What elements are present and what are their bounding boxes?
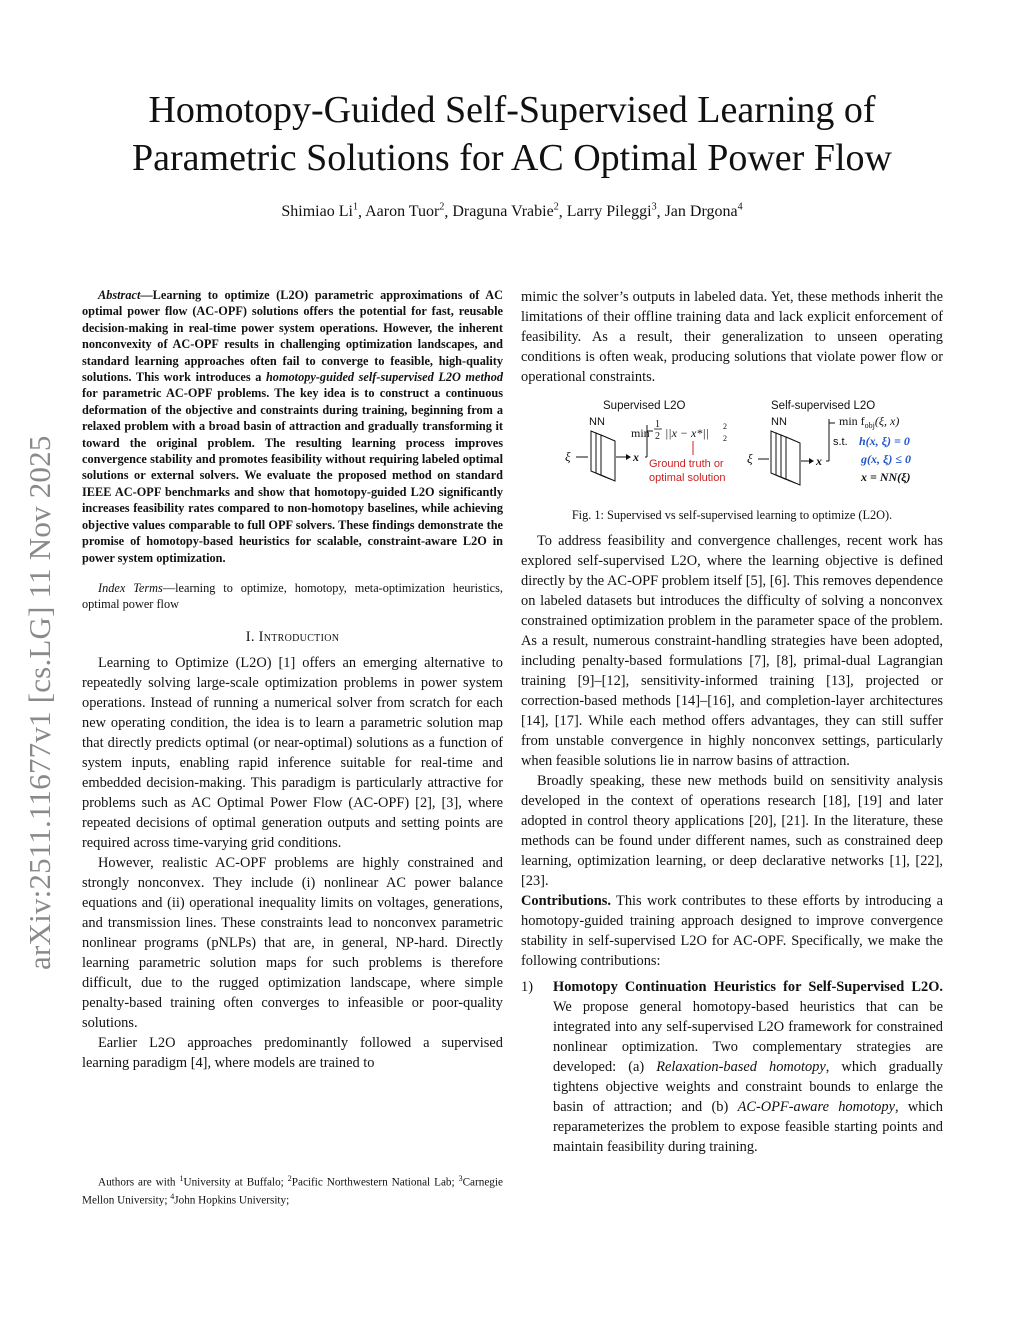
nn-label-supervised: NN: [589, 416, 605, 428]
loss-expression: ||x − x*||: [665, 426, 709, 440]
index-terms: Index Terms—learning to optimize, homotopy, meta-optimization heuristics, optimal power flow: [82, 580, 503, 612]
author: Shimiao Li$^1$: [281, 202, 358, 221]
x-label-supervised: x: [633, 450, 639, 464]
nn-stack-supervised: [591, 431, 615, 481]
paper-title: [70, 86, 954, 182]
figure-1: [521, 395, 943, 507]
nn-mapping: x = NN(ξ): [861, 470, 911, 484]
contributions-label: Contributions.: [521, 893, 611, 909]
supervised-title: Supervised L2O: [603, 400, 686, 412]
title-line-2: Parametric Solutions for AC Optimal Power Flow: [132, 137, 892, 179]
abstract-emphasis: homotopy-guided self-supervised L2O method: [265, 370, 503, 385]
intro-paragraph-1: Learning to Optimize (L2O) [1] offers an emerging alternative to repeatedly solving large-scale optimization problems in power system operations. Instead of running a numerical solver from scratch for each new operating condition, the idea is to learn a parametric solution map that directly predicts optimal (or near-optimal) solutions as a function of system inputs, enabling rapid inference suitable for real-time and embedded decision-making. This paradigm is particularly attractive for problems such as AC Optimal Power Flow (AC-OPF) [2], [3], where repeated decisions of optimal generation outputs and setting points are required across time-varying grid conditions.: [82, 654, 503, 851]
self-supervised-title: Self-supervised L2O: [771, 400, 876, 412]
author-affiliations-footnote: Authors are with $^1$University at Buffalo; $^2$Pacific Northwestern National Lab; $^3$Carnegie Mellon University; $^4$John Hopkins University;: [82, 1174, 503, 1207]
ground-truth-line-1: Ground truth or: [649, 458, 724, 470]
intro-paragraph-2: However, realistic AC-OPF problems are highly constrained and strongly nonconvex. They include (i) nonlinear AC power balance equations and (ii) operational inequality limits on voltages, generations, and transmission lines. These constraints lead to nonconvex parametric nonlinear programs (pNLPs) that are, in general, NP-hard. Directly learning parametric solution maps for such problems is therefore difficult, due to the rugged optimization landscape, where simple penalty-based training often converges to infeasible or poor-quality solutions.: [82, 854, 503, 1031]
x-label-self: x: [816, 454, 822, 468]
figure-1-caption: Fig. 1: Supervised vs self-supervised learning to optimize (L2O).: [571, 508, 893, 522]
loss-subscript: 2: [723, 434, 727, 443]
list-item-text: Homotopy Continuation Heuristics for Self-Supervised L2O. We propose general homotopy-based heuristics that can be integrated into any self-supervised L2O framework for constrained nonlinear optimization. Two complementary strategies are developed: (a) Relaxation-based homotopy, which gradually tightens objective weights and constraint bounds to enlarge the basin of attraction; and (b) AC-OPF-aware homotopy, which reparameterizes the problem to expose feasible starting points and maintain feasibility during training.: [553, 979, 943, 1155]
left-column: [82, 287, 503, 1073]
author: Aaron Tuor$^2$: [365, 202, 445, 221]
contributions-list: [521, 977, 943, 1157]
ground-truth-line-2: optimal solution: [649, 472, 726, 484]
figure-1-diagram: [521, 395, 943, 507]
title-line-1: Homotopy-Guided Self-Supervised Learning of: [148, 89, 876, 131]
half-denominator: 2: [655, 431, 660, 442]
loss-superscript: 2: [723, 422, 727, 431]
author-list: Shimiao Li$^1$, Aaron Tuor$^2$, Draguna Vrabie$^2$, Larry Pileggi$^3$, Jan Drgona$^4$: [281, 202, 743, 221]
equality-constraint: h(x, ξ) = 0: [859, 434, 910, 448]
arxiv-identifier[interactable]: arXiv:2511.11677v1 [cs.LG] 11 Nov 2025: [22, 435, 57, 970]
intro-paragraph-3: Earlier L2O approaches predominantly followed a supervised learning paradigm [4], where models are trained to: [82, 1034, 503, 1071]
subject-to: s.t.: [833, 436, 848, 448]
min-word: min: [631, 426, 650, 440]
nn-label-self: NN: [771, 416, 787, 428]
contributions-paragraph: Contributions. This work contributes to these efforts by introducing a homotopy-guided training approach designed to improve convergence stability in self-supervised L2O for AC-OPF. Specifically, we make the following contributions:: [521, 893, 943, 969]
right-paragraph-1: To address feasibility and convergence challenges, recent work has explored self-supervised L2O, where the learning objective is defined directly by the AC-OPF problem itself [5], [6]. This removes dependence on labeled datasets but introduces the difficulty of solving a nonconvex constrained optimization problem in the parameter space of the problem. As a result, numerous constraint-handling strategies have been adopted, including penalty-based formulations [7], [8], primal-dual Lagrangian training [9]–[12], sensitivity-informed training [13], projected or correction-based methods [14]–[16], and completion-layer architectures [14], [17]. While each method offers advantages, they can still suffer from unstable convergence in highly nonconvex settings, particularly when feasible solutions lie in narrow basins of attraction.: [521, 533, 943, 769]
author: Jan Drgona$^4$: [664, 202, 743, 221]
half-numerator: 1: [655, 419, 660, 430]
inequality-constraint: g(x, ξ) ≤ 0: [861, 452, 911, 466]
author: Larry Pileggi$^3$: [566, 202, 657, 221]
right-column: [521, 287, 943, 1157]
xi-label-supervised: ξ: [565, 449, 571, 464]
list-item: [521, 977, 943, 1157]
continued-paragraph: mimic the solver’s outputs in labeled data. Yet, these methods inherit the limitations of their offline training data and lack explicit enforcement of feasibility. As a result, their generalization to unseen operating conditions is often weak, producing solutions that violate power flow or operational constraints.: [521, 289, 943, 385]
abstract: Abstract—Learning to optimize (L2O) parametric approximations of AC optimal power flow (AC-OPF) solutions offers the potential for fast, reusable decision-making in real-time power system operations. However, the inherent nonconvexity of AC-OPF results in challenging optimization landscapes, and standard learning approaches often fail to converge to feasible, high-quality solutions. This work introduces a homotopy-guided self-supervised L2O method for parametric AC-OPF problems. The key idea is to construct a continuous deformation of the objective and constraints during training, beginning from a relaxed problem with a broad basin of attraction and gradually transforming it toward the original problem. The resulting learning process improves convergence stability and promotes feasibility without requiring labeled optimal solutions or external solvers. We evaluate the proposed method on standard IEEE AC-OPF benchmarks and show that homotopy-guided L2O significantly increases feasibility rates compared to non-homotopy baselines, while achieving objective values comparable to full OPF solvers. These findings demonstrate the promise of homotopy-based heuristics for scalable, constraint-aware L2O in power system optimization.: [82, 288, 503, 565]
xi-label-self: ξ: [747, 451, 753, 466]
author: Draguna Vrabie$^2$: [452, 202, 559, 221]
section-heading-introduction: I. Introduction: [245, 628, 340, 645]
right-paragraph-2: Broadly speaking, these new methods build on sensitivity analysis developed in the context of operations research [18], [19] and later adopted in control theory applications [20], [21]. In the literature, these methods can be found under different names, such as constrained deep learning, optimization learning, or deep declarative networks [1], [22], [23].: [521, 773, 943, 889]
list-item-number: 1): [521, 979, 533, 995]
nn-stack-self: [771, 431, 800, 485]
objective: $\min f_{obj}(\xi$, x): [839, 414, 900, 430]
